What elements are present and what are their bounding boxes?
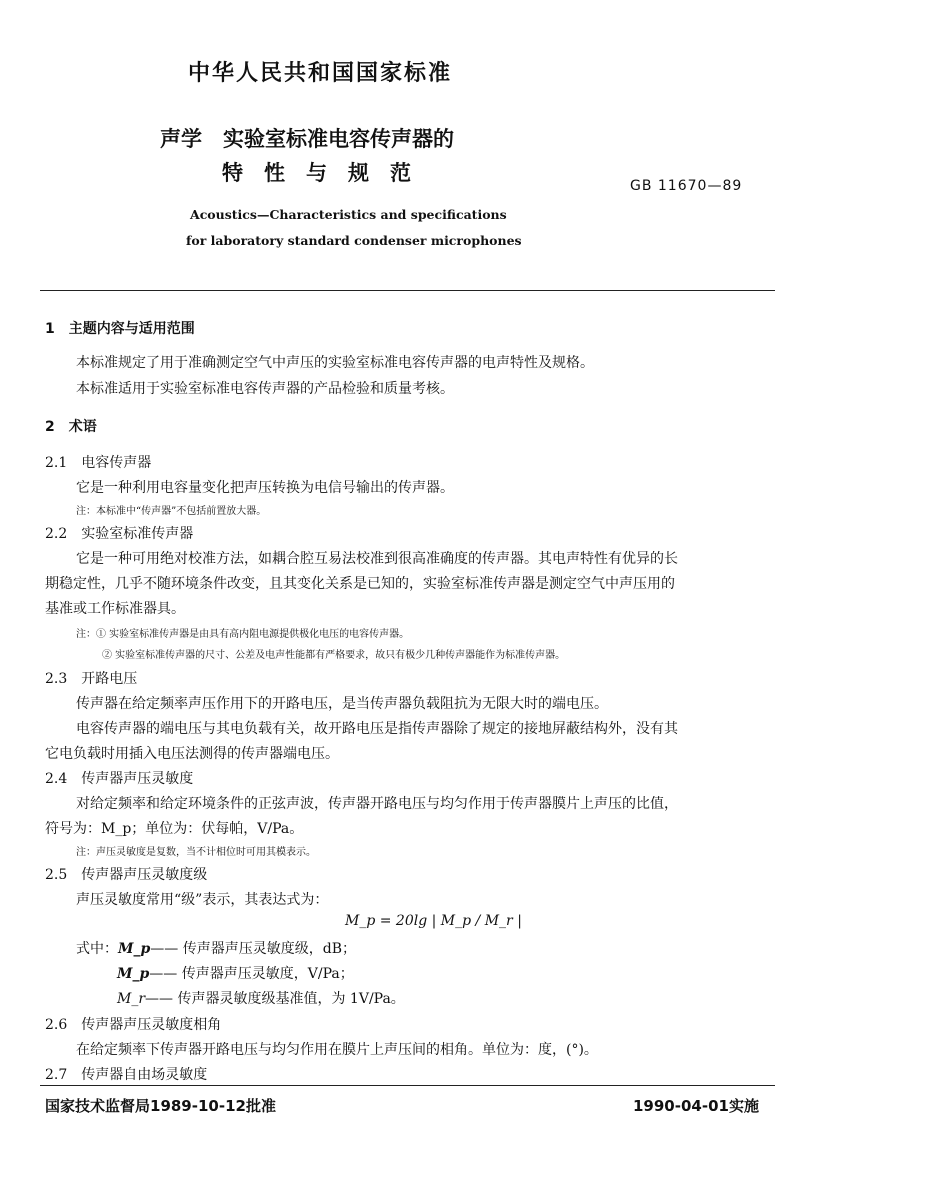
footer-divider xyxy=(40,1085,775,1086)
document-title-line2: 特 性 与 规 范 xyxy=(222,161,411,185)
where-definition-1: —— 传声器声压灵敏度级，dB； xyxy=(150,941,356,957)
section-2-4-heading: 2.4 传声器声压灵敏度 xyxy=(45,771,194,787)
where-definition-3: —— 传声器灵敏度级基准值，为 1V/Pa。 xyxy=(145,991,405,1007)
section-2-2-paragraph-line2: 期稳定性，几乎不随环境条件改变，且其变化关系是已知的，实验室标准传声器是测定空气中声压用的 xyxy=(45,576,675,592)
symbol-mp-level: M_p xyxy=(118,941,151,957)
section-2-4-paragraph-line1: 对给定频率和给定环境条件的正弦声波，传声器开路电压与均匀作用于传声器膜片上声压的比值， xyxy=(76,796,678,812)
approval-date: 国家技术监督局1989-10-12批准 xyxy=(45,1097,276,1115)
section-2-1-heading: 2.1 电容传声器 xyxy=(45,455,152,471)
symbol-mp: M_p xyxy=(117,966,150,982)
section-2-5-heading: 2.5 传声器声压灵敏度级 xyxy=(45,867,208,883)
section-1-paragraph-2: 本标准适用于实验室标准电容传声器的产品检验和质量考核。 xyxy=(76,381,454,397)
section-2-7-heading: 2.7 传声器自由场灵敏度 xyxy=(45,1067,208,1083)
effective-date: 1990-04-01实施 xyxy=(633,1097,759,1115)
where-clause-line3 xyxy=(117,988,405,1008)
section-2-2-paragraph-line1: 它是一种可用绝对校准方法，如耦合腔互易法校准到很高准确度的传声器。其电声特性有优异的长 xyxy=(76,551,678,567)
standard-number: GB 11670—89 xyxy=(630,178,743,194)
section-2-2-heading: 2.2 实验室标准传声器 xyxy=(45,526,194,542)
section-2-1-paragraph: 它是一种利用电容量变化把声压转换为电信号输出的传声器。 xyxy=(76,480,454,496)
section-2-heading: 2 术语 xyxy=(45,419,97,435)
section-2-6-paragraph: 在给定频率下传声器开路电压与均匀作用在膜片上声压间的相角。单位为：度，(°)。 xyxy=(76,1042,598,1058)
where-clause-line2 xyxy=(117,963,354,983)
section-2-2-note-2: ② 实验室标准传声器的尺寸、公差及电声性能都有严格要求，故只有极少几种传声器能作为标准传声器。 xyxy=(102,650,566,661)
where-definition-2: —— 传声器声压灵敏度，V/Pa； xyxy=(149,966,354,982)
where-clause-line1 xyxy=(76,938,356,958)
section-2-6-heading: 2.6 传声器声压灵敏度相角 xyxy=(45,1017,222,1033)
sensitivity-level-formula: M_p = 20lg | M_p / M_r | xyxy=(345,913,522,929)
section-1-paragraph-1: 本标准规定了用于准确测定空气中声压的实验室标准电容传声器的电声特性及规格。 xyxy=(76,355,594,371)
header-divider xyxy=(40,290,775,291)
section-2-2-note-1: 注：① 实验室标准传声器是由具有高内阻电源提供极化电压的电容传声器。 xyxy=(76,629,410,640)
english-title-line2: for laboratory standard condenser microphones xyxy=(186,233,522,248)
symbol-mr: M_r xyxy=(117,991,146,1007)
english-title-line1: Acoustics—Characteristics and specifications xyxy=(190,207,507,222)
section-2-4-paragraph-line2: 符号为：M_p；单位为：伏每帕，V/Pa。 xyxy=(45,821,304,837)
national-standard-title: 中华人民共和国国家标准 xyxy=(188,61,453,86)
document-title-line1: 声学 实验室标准电容传声器的 xyxy=(160,127,454,151)
section-2-3-paragraph-2-line2: 它电负载时用插入电压法测得的传声器端电压。 xyxy=(45,746,339,762)
where-lead: 式中： xyxy=(76,941,118,957)
section-2-3-paragraph-1: 传声器在给定频率声压作用下的开路电压，是当传声器负载阻抗为无限大时的端电压。 xyxy=(76,696,608,712)
section-2-3-paragraph-2-line1: 电容传声器的端电压与其电负载有关，故开路电压是指传声器除了规定的接地屏蔽结构外，没有其 xyxy=(76,721,678,737)
section-2-2-paragraph-line3: 基准或工作标准器具。 xyxy=(45,601,185,617)
section-1-heading: 1 主题内容与适用范围 xyxy=(45,321,195,337)
section-2-3-heading: 2.3 开路电压 xyxy=(45,671,138,687)
section-2-5-paragraph: 声压灵敏度常用“级”表示，其表达式为： xyxy=(76,892,329,908)
section-2-1-note: 注：本标准中“传声器”不包括前置放大器。 xyxy=(76,506,267,517)
section-2-4-note: 注：声压灵敏度是复数，当不计相位时可用其模表示。 xyxy=(76,847,316,858)
